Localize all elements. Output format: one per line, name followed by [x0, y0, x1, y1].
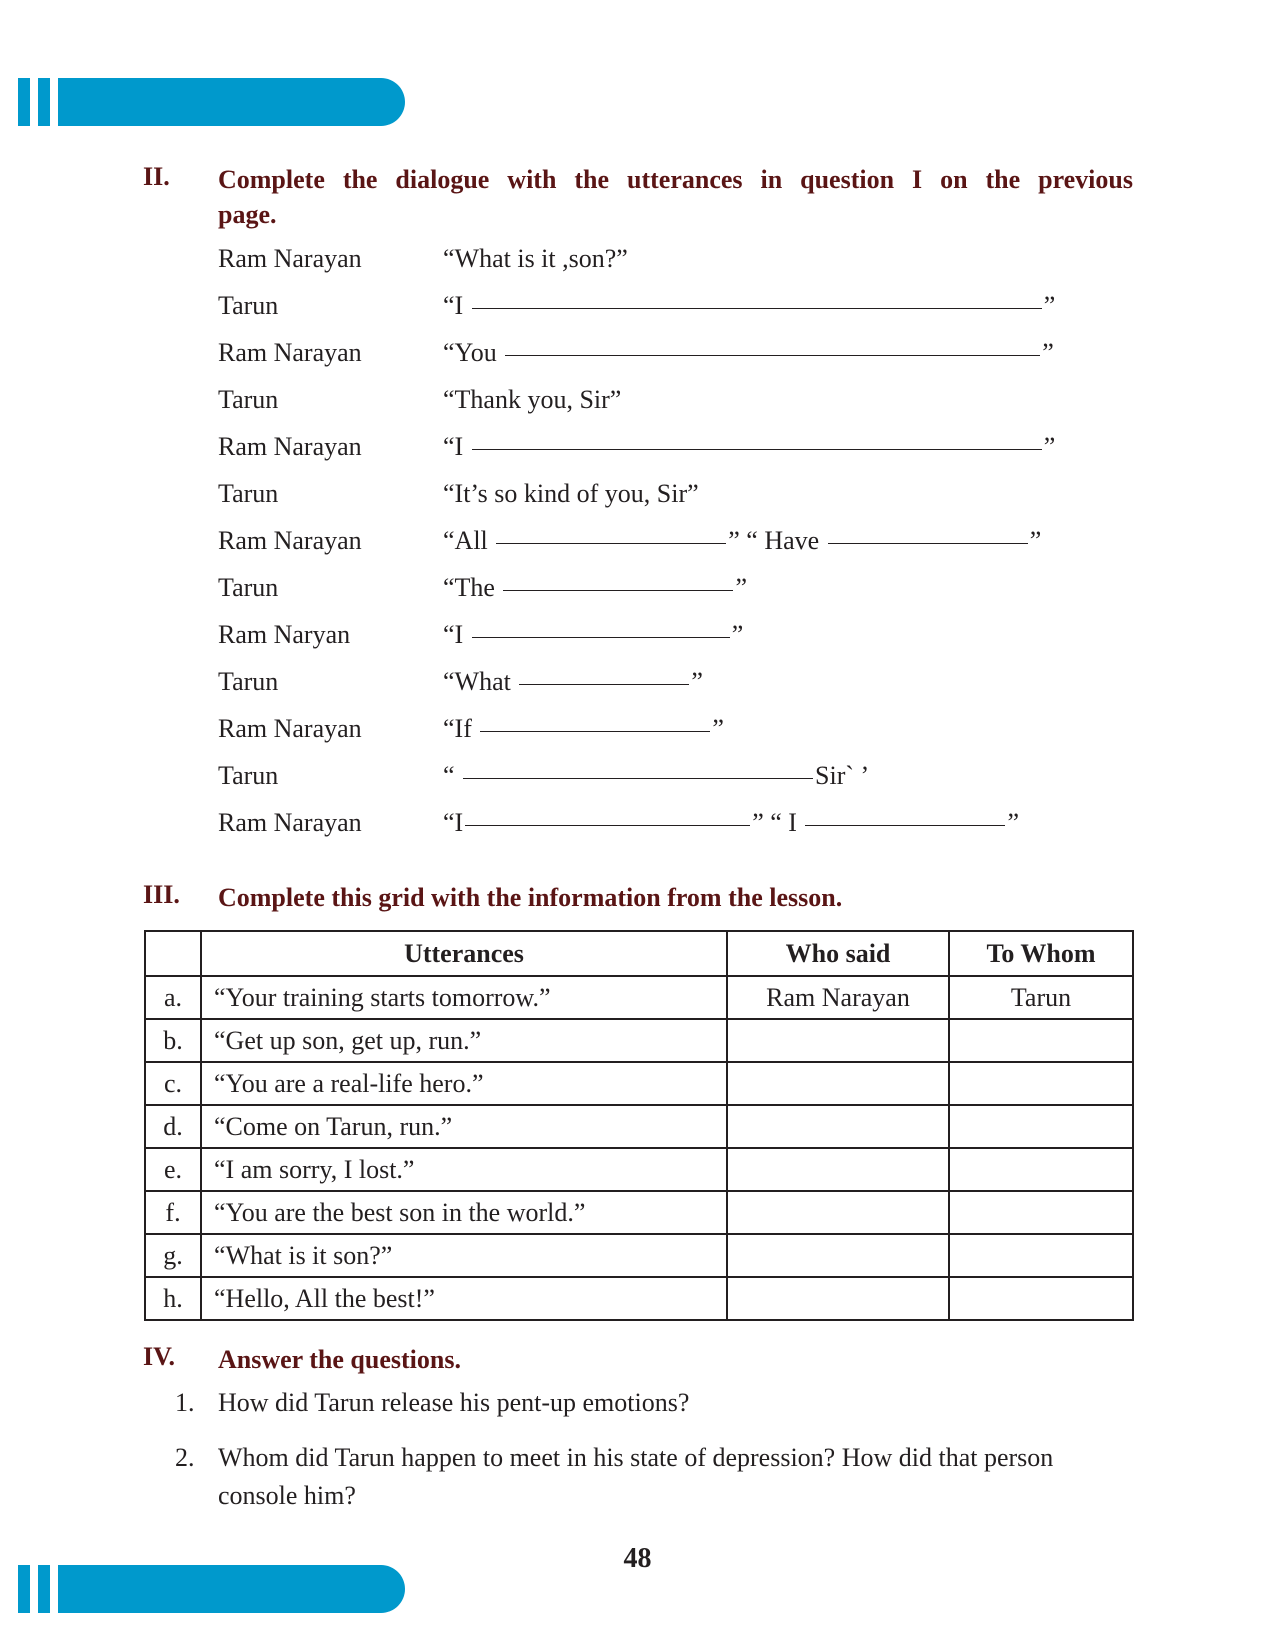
- grid-label: c.: [145, 1062, 201, 1105]
- table-row: [145, 1191, 1133, 1234]
- answer-blank[interactable]: [472, 637, 730, 638]
- grid-to-whom[interactable]: [949, 1105, 1133, 1148]
- dialogue-utterance: [443, 714, 724, 744]
- table-row: [145, 976, 1133, 1019]
- page-number: 48: [623, 1543, 652, 1574]
- grid-to-whom[interactable]: Tarun: [949, 976, 1133, 1019]
- grid-label: h.: [145, 1277, 201, 1320]
- grid-label: g.: [145, 1234, 201, 1277]
- question-2-number: 2.: [175, 1443, 195, 1472]
- dialogue-line: [218, 244, 1118, 291]
- grid-label: a.: [145, 976, 201, 1019]
- dialogue-line: [218, 808, 1118, 855]
- section-2-instruction: Complete the dialogue with the utterances in question I on the previous: [218, 165, 1133, 194]
- question-2-text: Whom did Tarun happen to meet in his state of depression? How did that person console him?: [218, 1443, 1054, 1510]
- grid-who-said[interactable]: [727, 1148, 949, 1191]
- dialogue-speaker: Tarun: [218, 761, 279, 790]
- grid-label: f.: [145, 1191, 201, 1234]
- dialogue-line: [218, 526, 1118, 573]
- grid-header-utterances: Utterances: [201, 931, 727, 976]
- grid-label: e.: [145, 1148, 201, 1191]
- grid-who-said[interactable]: Ram Narayan: [727, 976, 949, 1019]
- grid-utterance: “Your training starts tomorrow.”: [201, 976, 727, 1019]
- grid-to-whom[interactable]: [949, 1234, 1133, 1277]
- section-3-instruction: Complete this grid with the information from the lesson.: [218, 883, 843, 912]
- dialogue-utterance: [443, 432, 1055, 462]
- section-4-instruction: Answer the questions.: [218, 1345, 461, 1374]
- table-row: [145, 1148, 1133, 1191]
- grid-who-said[interactable]: [727, 1234, 949, 1277]
- table-row: [145, 1105, 1133, 1148]
- dialogue-utterance: [443, 291, 1055, 321]
- dialogue-speaker: Tarun: [218, 573, 279, 602]
- dialogue-speaker: Tarun: [218, 385, 279, 414]
- dialogue-line: [218, 761, 1118, 808]
- answer-blank[interactable]: [472, 308, 1042, 309]
- dialogue-speaker: Ram Narayan: [218, 526, 362, 555]
- answer-blank[interactable]: [828, 543, 1028, 544]
- dialogue-line: [218, 714, 1118, 761]
- dialogue-utterance: [443, 808, 1019, 838]
- table-row: [145, 1019, 1133, 1062]
- utterance-text: “I: [443, 291, 470, 320]
- dialogue-utterance: [443, 667, 703, 697]
- dialogue-utterance: [443, 761, 869, 791]
- dialogue-utterance: [443, 526, 1041, 556]
- grid-label: d.: [145, 1105, 201, 1148]
- dialogue-speaker: Ram Narayan: [218, 808, 362, 837]
- utterance-text: “If: [443, 714, 479, 743]
- utterance-text: “: [443, 761, 462, 790]
- utterance-text: “I: [443, 432, 470, 461]
- utterance-text: ”: [735, 573, 748, 602]
- utterance-text: “Thank you, Sir”: [443, 385, 622, 414]
- grid-header-to-whom: To Whom: [949, 931, 1133, 976]
- utterance-text: ”: [1029, 526, 1042, 555]
- utterance-text: ” “ Have: [728, 526, 826, 555]
- answer-blank[interactable]: [480, 731, 710, 732]
- answer-blank[interactable]: [496, 543, 726, 544]
- section-2-number: II.: [143, 162, 170, 191]
- answer-blank[interactable]: [463, 778, 813, 779]
- info-grid: [144, 930, 1134, 1321]
- grid-who-said[interactable]: [727, 1062, 949, 1105]
- grid-to-whom[interactable]: [949, 1148, 1133, 1191]
- utterance-text: ”: [1043, 291, 1056, 320]
- grid-header-label: [145, 931, 201, 976]
- question-1-text: How did Tarun release his pent-up emotions?: [218, 1388, 690, 1417]
- dialogue-speaker: Ram Narayan: [218, 338, 362, 367]
- utterance-text: “You: [443, 338, 504, 367]
- answer-blank[interactable]: [465, 825, 750, 826]
- section-3-number: III.: [143, 880, 180, 909]
- dialogue-line: [218, 620, 1118, 667]
- grid-who-said[interactable]: [727, 1191, 949, 1234]
- dialogue-utterance: [443, 620, 743, 650]
- utterance-text: ”: [731, 620, 744, 649]
- dialogue-speaker: Tarun: [218, 479, 279, 508]
- grid-to-whom[interactable]: [949, 1277, 1133, 1320]
- utterance-text: Sir` ’: [815, 761, 870, 790]
- grid-label: b.: [145, 1019, 201, 1062]
- utterance-text: ”: [691, 667, 703, 696]
- dialogue: [218, 244, 1118, 855]
- utterance-text: “The: [443, 573, 502, 602]
- dialogue-line: [218, 432, 1118, 479]
- grid-who-said[interactable]: [727, 1019, 949, 1062]
- dialogue-speaker: Ram Narayan: [218, 432, 362, 461]
- grid-utterance: “I am sorry, I lost.”: [201, 1148, 727, 1191]
- section-4-number: IV.: [143, 1342, 176, 1371]
- answer-blank[interactable]: [505, 355, 1040, 356]
- utterance-text: ”: [1042, 338, 1054, 367]
- utterance-text: “I: [443, 620, 470, 649]
- utterance-text: “It’s so kind of you, Sir”: [443, 479, 699, 508]
- answer-blank[interactable]: [519, 684, 689, 685]
- utterance-text: “I: [443, 808, 464, 837]
- answer-blank[interactable]: [472, 449, 1042, 450]
- dialogue-utterance: [443, 573, 747, 603]
- dialogue-line: [218, 291, 1118, 338]
- section-2-instruction-cont: page.: [218, 200, 277, 229]
- table-row: [145, 1062, 1133, 1105]
- grid-utterance: “You are a real-life hero.”: [201, 1062, 727, 1105]
- utterance-text: ”: [1043, 432, 1056, 461]
- dialogue-line: [218, 385, 1118, 432]
- utterance-text: ” “ I: [752, 808, 804, 837]
- utterance-text: ”: [712, 714, 724, 743]
- grid-header-row: [145, 931, 1133, 976]
- dialogue-speaker: Ram Naryan: [218, 620, 351, 649]
- dialogue-speaker: Ram Narayan: [218, 244, 362, 273]
- grid-who-said[interactable]: [727, 1105, 949, 1148]
- dialogue-line: [218, 573, 1118, 620]
- answer-blank[interactable]: [503, 590, 733, 591]
- dialogue-line: [218, 338, 1118, 385]
- dialogue-utterance: [443, 244, 628, 274]
- utterance-text: “What is it ,son?”: [443, 244, 628, 273]
- grid-utterance: “Get up son, get up, run.”: [201, 1019, 727, 1062]
- grid-to-whom[interactable]: [949, 1191, 1133, 1234]
- dialogue-speaker: Tarun: [218, 667, 279, 696]
- utterance-text: ”: [1007, 808, 1019, 837]
- grid-utterance: “What is it son?”: [201, 1234, 727, 1277]
- table-row: [145, 1277, 1133, 1320]
- dialogue-utterance: [443, 479, 699, 509]
- dialogue-speaker: Ram Narayan: [218, 714, 362, 743]
- dialogue-line: [218, 479, 1118, 526]
- utterance-text: “All: [443, 526, 495, 555]
- utterance-text: “What: [443, 667, 518, 696]
- header-band: [18, 78, 405, 126]
- grid-utterance: “Come on Tarun, run.”: [201, 1105, 727, 1148]
- table-row: [145, 1234, 1133, 1277]
- grid-to-whom[interactable]: [949, 1019, 1133, 1062]
- grid-header-who-said: Who said: [727, 931, 949, 976]
- question-1-number: 1.: [175, 1388, 195, 1417]
- dialogue-speaker: Tarun: [218, 291, 279, 320]
- grid-utterance: “You are the best son in the world.”: [201, 1191, 727, 1234]
- dialogue-utterance: [443, 385, 621, 415]
- dialogue-utterance: [443, 338, 1054, 368]
- grid-utterance: “Hello, All the best!”: [201, 1277, 727, 1320]
- grid-who-said[interactable]: [727, 1277, 949, 1320]
- dialogue-line: [218, 667, 1118, 714]
- grid-to-whom[interactable]: [949, 1062, 1133, 1105]
- answer-blank[interactable]: [805, 825, 1005, 826]
